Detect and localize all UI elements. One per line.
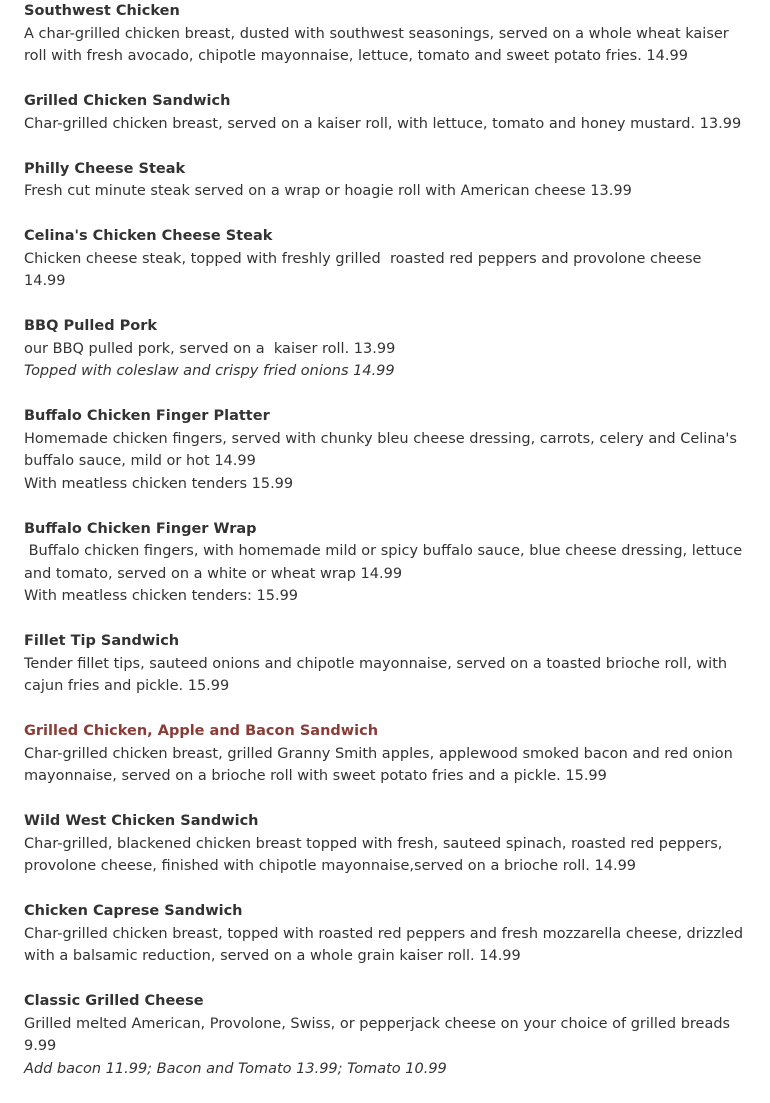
item-name: Fillet Tip Sandwich xyxy=(24,633,180,649)
menu-item-grilled-chicken-sandwich xyxy=(24,90,746,135)
item-description: Fresh cut minute steak served on a wrap or hoagie roll with American cheese 13.99 xyxy=(24,183,632,199)
item-description: Buffalo chicken fingers, with homemade mild or spicy buffalo sauce, blue cheese dressing, lettuce and tomato, served on a white or wheat wrap 14.99 xyxy=(24,543,747,582)
menu-item-wild-west-chicken-sandwich xyxy=(24,810,746,878)
item-description: Grilled melted American, Provolone, Swiss, or pepperjack cheese on your choice of grilled breads 9.99 xyxy=(24,1015,735,1054)
menu-item-buffalo-chicken-finger-wrap xyxy=(24,518,746,608)
item-description: A char-grilled chicken breast, dusted with southwest seasonings, served on a whole wheat kaiser roll with fresh avocado, chipotle mayonnaise, lettuce, tomato and sweet potato fries. 14.99 xyxy=(24,25,734,64)
item-name: Southwest Chicken xyxy=(24,3,180,19)
item-extra: With meatless chicken tenders 15.99 xyxy=(24,475,294,492)
item-description: Char-grilled chicken breast, served on a kaiser roll, with lettuce, tomato and honey mustard. 13.99 xyxy=(24,115,742,132)
item-extra: Add bacon 11.99; Bacon and Tomato 13.99; Tomato 10.99 xyxy=(24,1060,447,1077)
item-description: Char-grilled chicken breast, topped with roasted red peppers and fresh mozzarella cheese, drizzled with a balsamic reduction, served on a whole grain kaiser roll. 14.99 xyxy=(24,925,748,964)
menu-item-buffalo-chicken-finger-platter xyxy=(24,405,746,495)
item-description: Char-grilled chicken breast, grilled Granny Smith apples, applewood smoked bacon and red onion mayonnaise, served on a brioche roll with sweet potato fries and a pickle. 15.99 xyxy=(24,745,738,784)
item-extra: With meatless chicken tenders: 15.99 xyxy=(24,588,299,604)
item-description: Chicken cheese steak, topped with freshly grilled roasted red peppers and provolone cheese 14.99 xyxy=(24,250,707,289)
item-name: Buffalo Chicken Finger Platter xyxy=(24,408,270,424)
item-name: BBQ Pulled Pork xyxy=(24,318,158,334)
item-name: Grilled Chicken Sandwich xyxy=(24,93,231,109)
item-description: our BBQ pulled pork, served on a kaiser roll. 13.99 xyxy=(24,340,396,357)
item-name: Wild West Chicken Sandwich xyxy=(24,813,259,829)
item-name: Philly Cheese Steak xyxy=(24,160,186,177)
menu-item-southwest-chicken xyxy=(24,0,746,68)
menu-item-chicken-cheese-steak xyxy=(24,225,746,293)
item-name: Grilled Chicken, Apple and Bacon Sandwich xyxy=(24,723,379,739)
item-name: Classic Grilled Cheese xyxy=(24,993,204,1009)
menu-item-chicken-caprese-sandwich xyxy=(24,900,746,968)
menu-item-bbq-pulled-pork xyxy=(24,315,746,383)
item-name: Celina's Chicken Cheese Steak xyxy=(24,228,273,244)
menu-item-classic-grilled-cheese xyxy=(24,990,746,1080)
item-name: Chicken Caprese Sandwich xyxy=(24,903,243,919)
item-name: Buffalo Chicken Finger Wrap xyxy=(24,520,257,537)
menu-item-fillet-tip-sandwich xyxy=(24,630,746,698)
item-description: Homemade chicken fingers, served with chunky bleu cheese dressing, carrots, celery and Celina's buffalo sauce, mild or hot 14.99 xyxy=(24,430,742,469)
item-description: Char-grilled, blackened chicken breast topped with fresh, sauteed spinach, roasted red peppers, provolone cheese, finished with chipotle mayonnaise,served on a brioche roll. 14.99 xyxy=(24,835,727,874)
item-extra: Topped with coleslaw and crispy fried onions 14.99 xyxy=(24,363,395,379)
sandwich-menu xyxy=(24,0,746,1103)
menu-item-philly-cheese-steak xyxy=(24,158,746,203)
item-description: Tender fillet tips, sauteed onions and chipotle mayonnaise, served on a toasted brioche roll, with cajun fries and pickle. 15.99 xyxy=(24,655,732,694)
menu-item-grilled-chicken-apple-bacon xyxy=(24,720,746,788)
